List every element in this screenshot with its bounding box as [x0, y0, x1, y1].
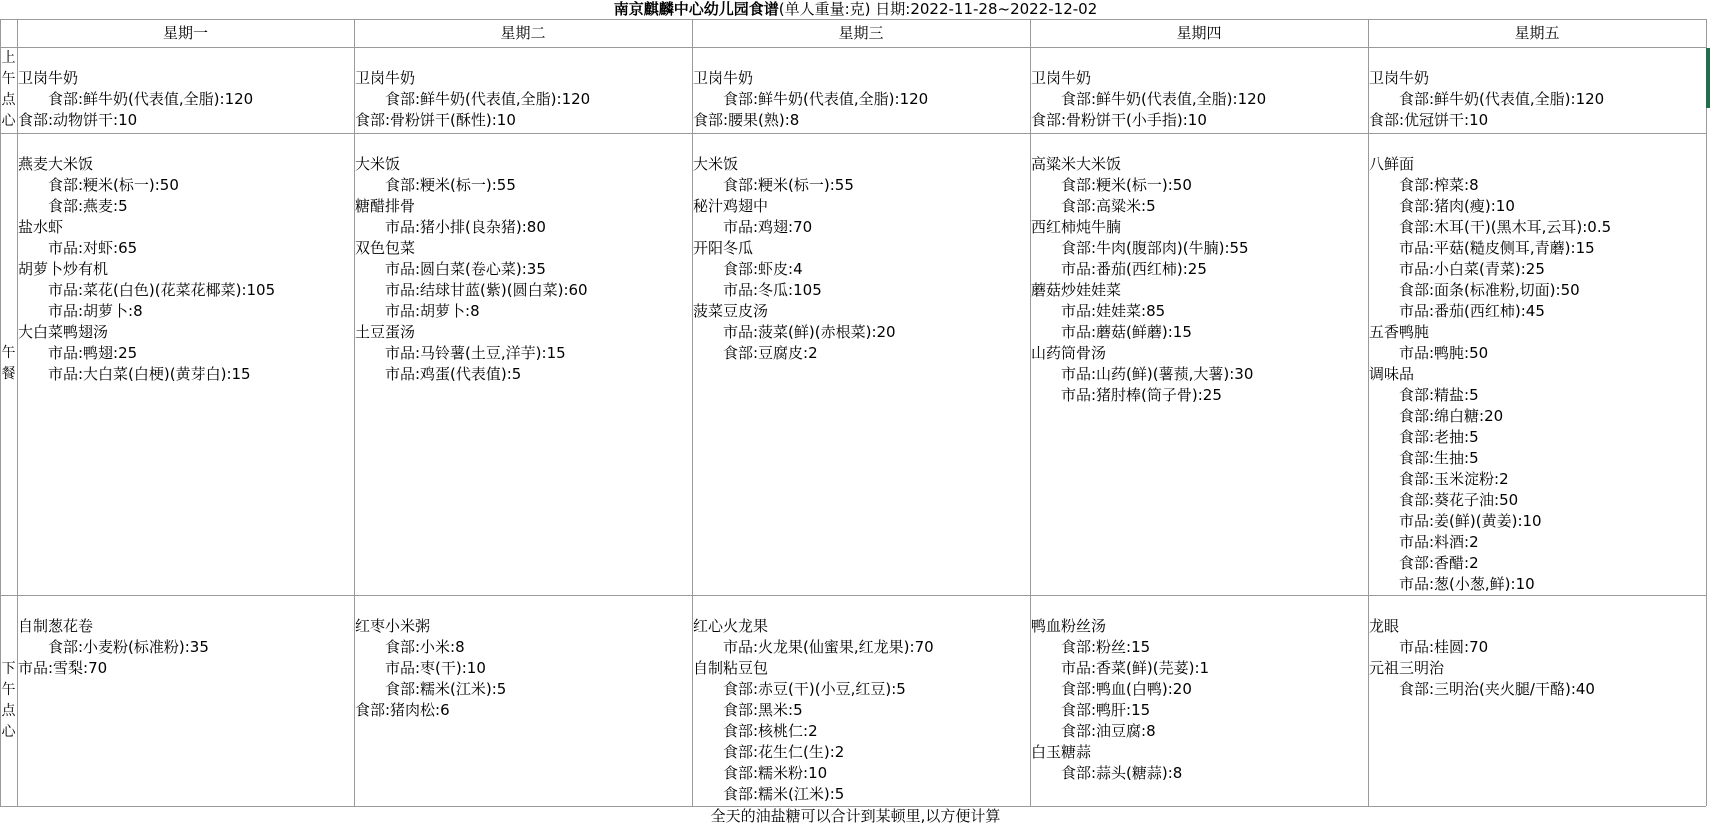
- ingredient-line: 市品:猪肘棒(筒子骨):25: [1061, 386, 1222, 404]
- ingredient-line: 食部:虾皮:4: [723, 260, 803, 278]
- ingredient-line: 市品:番茄(西红柿):25: [1061, 260, 1207, 278]
- ingredient-line: 食部:鲜牛奶(代表值,全脂):120: [723, 90, 929, 108]
- scroll-indicator: [1706, 48, 1710, 108]
- ingredient-line: 食部:猪肉(瘦):10: [1399, 197, 1515, 215]
- ingredient-line: 食部:小麦粉(标准粉):35: [48, 638, 209, 656]
- day-header: 星期二: [500, 24, 546, 42]
- ingredient-line: 市品:鸡翅:70: [723, 218, 813, 236]
- ingredient-line: 食部:花生仁(生):2: [723, 743, 845, 761]
- dish-name: 红心火龙果: [693, 617, 769, 635]
- dish-name: 鸭血粉丝汤: [1031, 617, 1107, 635]
- dish-name: 卫岗牛奶: [355, 69, 416, 87]
- dish-name: 元祖三明治: [1369, 659, 1445, 677]
- ingredient-line: 市品:枣(干):10: [385, 659, 486, 677]
- menu-cell: [1369, 616, 1705, 806]
- dish-name: 食部:优冠饼干:10: [1369, 111, 1489, 129]
- menu-cell: [693, 68, 1029, 133]
- dish-name: 食部:腰果(熟):8: [693, 111, 800, 129]
- ingredient-line: 食部:葵花子油:50: [1399, 491, 1519, 509]
- ingredient-line: 市品:马铃薯(土豆,洋芋):15: [385, 344, 566, 362]
- grid-hline: [0, 47, 1706, 48]
- ingredient-line: 食部:生抽:5: [1399, 449, 1479, 467]
- ingredient-line: 食部:粉丝:15: [1061, 638, 1151, 656]
- ingredient-line: 食部:粳米(标一):50: [1061, 176, 1192, 194]
- ingredient-line: 食部:木耳(干)(黑木耳,云耳):0.5: [1399, 218, 1612, 236]
- ingredient-line: 市品:火龙果(仙蜜果,红龙果):70: [723, 638, 934, 656]
- dish-name: 市品:雪梨:70: [18, 659, 108, 677]
- dish-name: 高粱米大米饭: [1031, 155, 1122, 173]
- day-header: 星期五: [1514, 24, 1560, 42]
- ingredient-line: 食部:鸭肝:15: [1061, 701, 1151, 719]
- dish-name: 食部:动物饼干:10: [18, 111, 138, 129]
- ingredient-line: 市品:菠菜(鲜)(赤根菜):20: [723, 323, 896, 341]
- page-title: [0, 0, 1711, 18]
- dish-name: 开阳冬瓜: [693, 239, 754, 257]
- dish-name: 自制葱花卷: [18, 617, 94, 635]
- ingredient-line: 市品:香菜(鲜)(芫荽):1: [1061, 659, 1210, 677]
- ingredient-line: 市品:蘑菇(鲜蘑):15: [1061, 323, 1192, 341]
- title-sub: (单人重量:克) 日期:2022-11-28~2022-12-02: [778, 0, 1098, 18]
- ingredient-line: 食部:精盐:5: [1399, 386, 1479, 404]
- menu-cell: [355, 68, 691, 133]
- ingredient-line: 市品:姜(鲜)(黄姜):10: [1399, 512, 1542, 530]
- ingredient-line: 食部:玉米淀粉:2: [1399, 470, 1509, 488]
- ingredient-line: 市品:鸭肫:50: [1399, 344, 1489, 362]
- menu-cell: [1369, 68, 1705, 133]
- ingredient-line: 食部:香醋:2: [1399, 554, 1479, 572]
- menu-cell: [18, 68, 353, 133]
- dish-name: 蘑菇炒娃娃菜: [1031, 281, 1122, 299]
- dish-name: 白玉糖蒜: [1031, 743, 1092, 761]
- ingredient-line: 食部:糯米(江米):5: [385, 680, 507, 698]
- day-header: 星期三: [838, 24, 884, 42]
- menu-cell: [1031, 154, 1367, 595]
- dish-name: 卫岗牛奶: [18, 69, 79, 87]
- ingredient-line: 食部:榨菜:8: [1399, 176, 1479, 194]
- ingredient-line: 市品:平菇(糙皮侧耳,青蘑):15: [1399, 239, 1595, 257]
- ingredient-line: 食部:粳米(标一):50: [48, 176, 179, 194]
- ingredient-line: 食部:黑米:5: [723, 701, 803, 719]
- ingredient-line: 食部:蒜头(糖蒜):8: [1061, 764, 1183, 782]
- ingredient-line: 市品:猪小排(良杂猪):80: [385, 218, 546, 236]
- dish-name: 食部:骨粉饼干(酥性):10: [355, 111, 516, 129]
- ingredient-line: 食部:糯米(江米):5: [723, 785, 845, 803]
- ingredient-line: 食部:糯米粉:10: [723, 764, 828, 782]
- menu-cell: [18, 616, 353, 806]
- ingredient-line: 市品:圆白菜(卷心菜):35: [385, 260, 546, 278]
- ingredient-line: 市品:鸡蛋(代表值):5: [385, 365, 522, 383]
- grid-hline: [0, 595, 1706, 596]
- ingredient-line: 市品:葱(小葱,鲜):10: [1399, 575, 1535, 593]
- footer-note: 全天的油盐糖可以合计到某顿里,以方便计算: [710, 807, 1001, 825]
- menu-cell: [693, 616, 1029, 806]
- grid-hline: [0, 133, 1706, 134]
- dish-name: 红枣小米粥: [355, 617, 431, 635]
- meal-label: 下午点心: [1, 660, 16, 740]
- ingredient-line: 食部:鲜牛奶(代表值,全脂):120: [1399, 90, 1605, 108]
- dish-name: 卫岗牛奶: [1031, 69, 1092, 87]
- menu-cell: [1031, 616, 1367, 806]
- dish-name: 山药筒骨汤: [1031, 344, 1107, 362]
- dish-name: 五香鸭肫: [1369, 323, 1430, 341]
- ingredient-line: 食部:绵白糖:20: [1399, 407, 1504, 425]
- ingredient-line: 市品:桂圆:70: [1399, 638, 1489, 656]
- dish-name: 菠菜豆皮汤: [693, 302, 769, 320]
- ingredient-line: 食部:小米:8: [385, 638, 465, 656]
- ingredient-line: 食部:鲜牛奶(代表值,全脂):120: [48, 90, 254, 108]
- ingredient-line: 市品:菜花(白色)(花菜花椰菜):105: [48, 281, 276, 299]
- ingredient-line: 食部:赤豆(干)(小豆,红豆):5: [723, 680, 906, 698]
- ingredient-line: 市品:鸭翅:25: [48, 344, 138, 362]
- dish-name: 大米饭: [693, 155, 739, 173]
- ingredient-line: 食部:粳米(标一):55: [723, 176, 854, 194]
- ingredient-line: 市品:冬瓜:105: [723, 281, 822, 299]
- dish-name: 食部:骨粉饼干(小手指):10: [1031, 111, 1207, 129]
- ingredient-line: 食部:鸭血(白鸭):20: [1061, 680, 1192, 698]
- dish-name: 西红柿炖牛腩: [1031, 218, 1122, 236]
- dish-name: 盐水虾: [18, 218, 64, 236]
- ingredient-line: 市品:结球甘蓝(紫)(圆白菜):60: [385, 281, 588, 299]
- ingredient-line: 食部:豆腐皮:2: [723, 344, 818, 362]
- dish-name: 食部:猪肉松:6: [355, 701, 450, 719]
- menu-cell: [1369, 154, 1705, 595]
- dish-name: 八鲜面: [1369, 155, 1415, 173]
- menu-cell: [355, 616, 691, 806]
- ingredient-line: 食部:油豆腐:8: [1061, 722, 1156, 740]
- day-header: 星期四: [1176, 24, 1222, 42]
- dish-name: 双色包菜: [355, 239, 416, 257]
- ingredient-line: 市品:娃娃菜:85: [1061, 302, 1166, 320]
- ingredient-line: 市品:小白菜(青菜):25: [1399, 260, 1545, 278]
- title-main: 南京麒麟中心幼儿园食谱: [613, 0, 779, 18]
- meal-label: 午餐: [1, 345, 16, 382]
- ingredient-line: 食部:核桃仁:2: [723, 722, 818, 740]
- menu-cell: [1031, 68, 1367, 133]
- ingredient-line: 食部:高粱米:5: [1061, 197, 1156, 215]
- ingredient-line: 食部:牛肉(腹部肉)(牛腩):55: [1061, 239, 1249, 257]
- menu-cell: [18, 154, 353, 595]
- dish-name: 胡萝卜炒有机: [18, 260, 109, 278]
- day-header: 星期一: [162, 24, 208, 42]
- dish-name: 大米饭: [355, 155, 401, 173]
- ingredient-line: 市品:胡萝卜:8: [385, 302, 480, 320]
- ingredient-line: 市品:山药(鲜)(薯蓣,大薯):30: [1061, 365, 1254, 383]
- ingredient-line: 食部:三明治(夹火腿/干酪):40: [1399, 680, 1595, 698]
- ingredient-line: 食部:鲜牛奶(代表值,全脂):120: [385, 90, 591, 108]
- dish-name: 大白菜鸭翅汤: [18, 323, 109, 341]
- menu-cell: [355, 154, 691, 595]
- dish-name: 自制粘豆包: [693, 659, 769, 677]
- ingredient-line: 食部:老抽:5: [1399, 428, 1479, 446]
- dish-name: 土豆蛋汤: [355, 323, 416, 341]
- menu-cell: [693, 154, 1029, 595]
- dish-name: 卫岗牛奶: [1369, 69, 1430, 87]
- grid-vline: [1706, 19, 1707, 806]
- dish-name: 卫岗牛奶: [693, 69, 754, 87]
- meal-label: 上午点心: [1, 50, 16, 129]
- dish-name: 糖醋排骨: [355, 197, 416, 215]
- ingredient-line: 食部:面条(标准粉,切面):50: [1399, 281, 1580, 299]
- dish-name: 调味品: [1369, 365, 1415, 383]
- ingredient-line: 市品:大白菜(白梗)(黄芽白):15: [48, 365, 251, 383]
- ingredient-line: 市品:料酒:2: [1399, 533, 1479, 551]
- dish-name: 燕麦大米饭: [18, 155, 94, 173]
- dish-name: 秘汁鸡翅中: [693, 197, 769, 215]
- dish-name: 龙眼: [1369, 617, 1400, 635]
- ingredient-line: 食部:鲜牛奶(代表值,全脂):120: [1061, 90, 1267, 108]
- ingredient-line: 市品:胡萝卜:8: [48, 302, 143, 320]
- ingredient-line: 市品:对虾:65: [48, 239, 138, 257]
- ingredient-line: 食部:燕麦:5: [48, 197, 128, 215]
- ingredient-line: 市品:番茄(西红柿):45: [1399, 302, 1545, 320]
- ingredient-line: 食部:粳米(标一):55: [385, 176, 516, 194]
